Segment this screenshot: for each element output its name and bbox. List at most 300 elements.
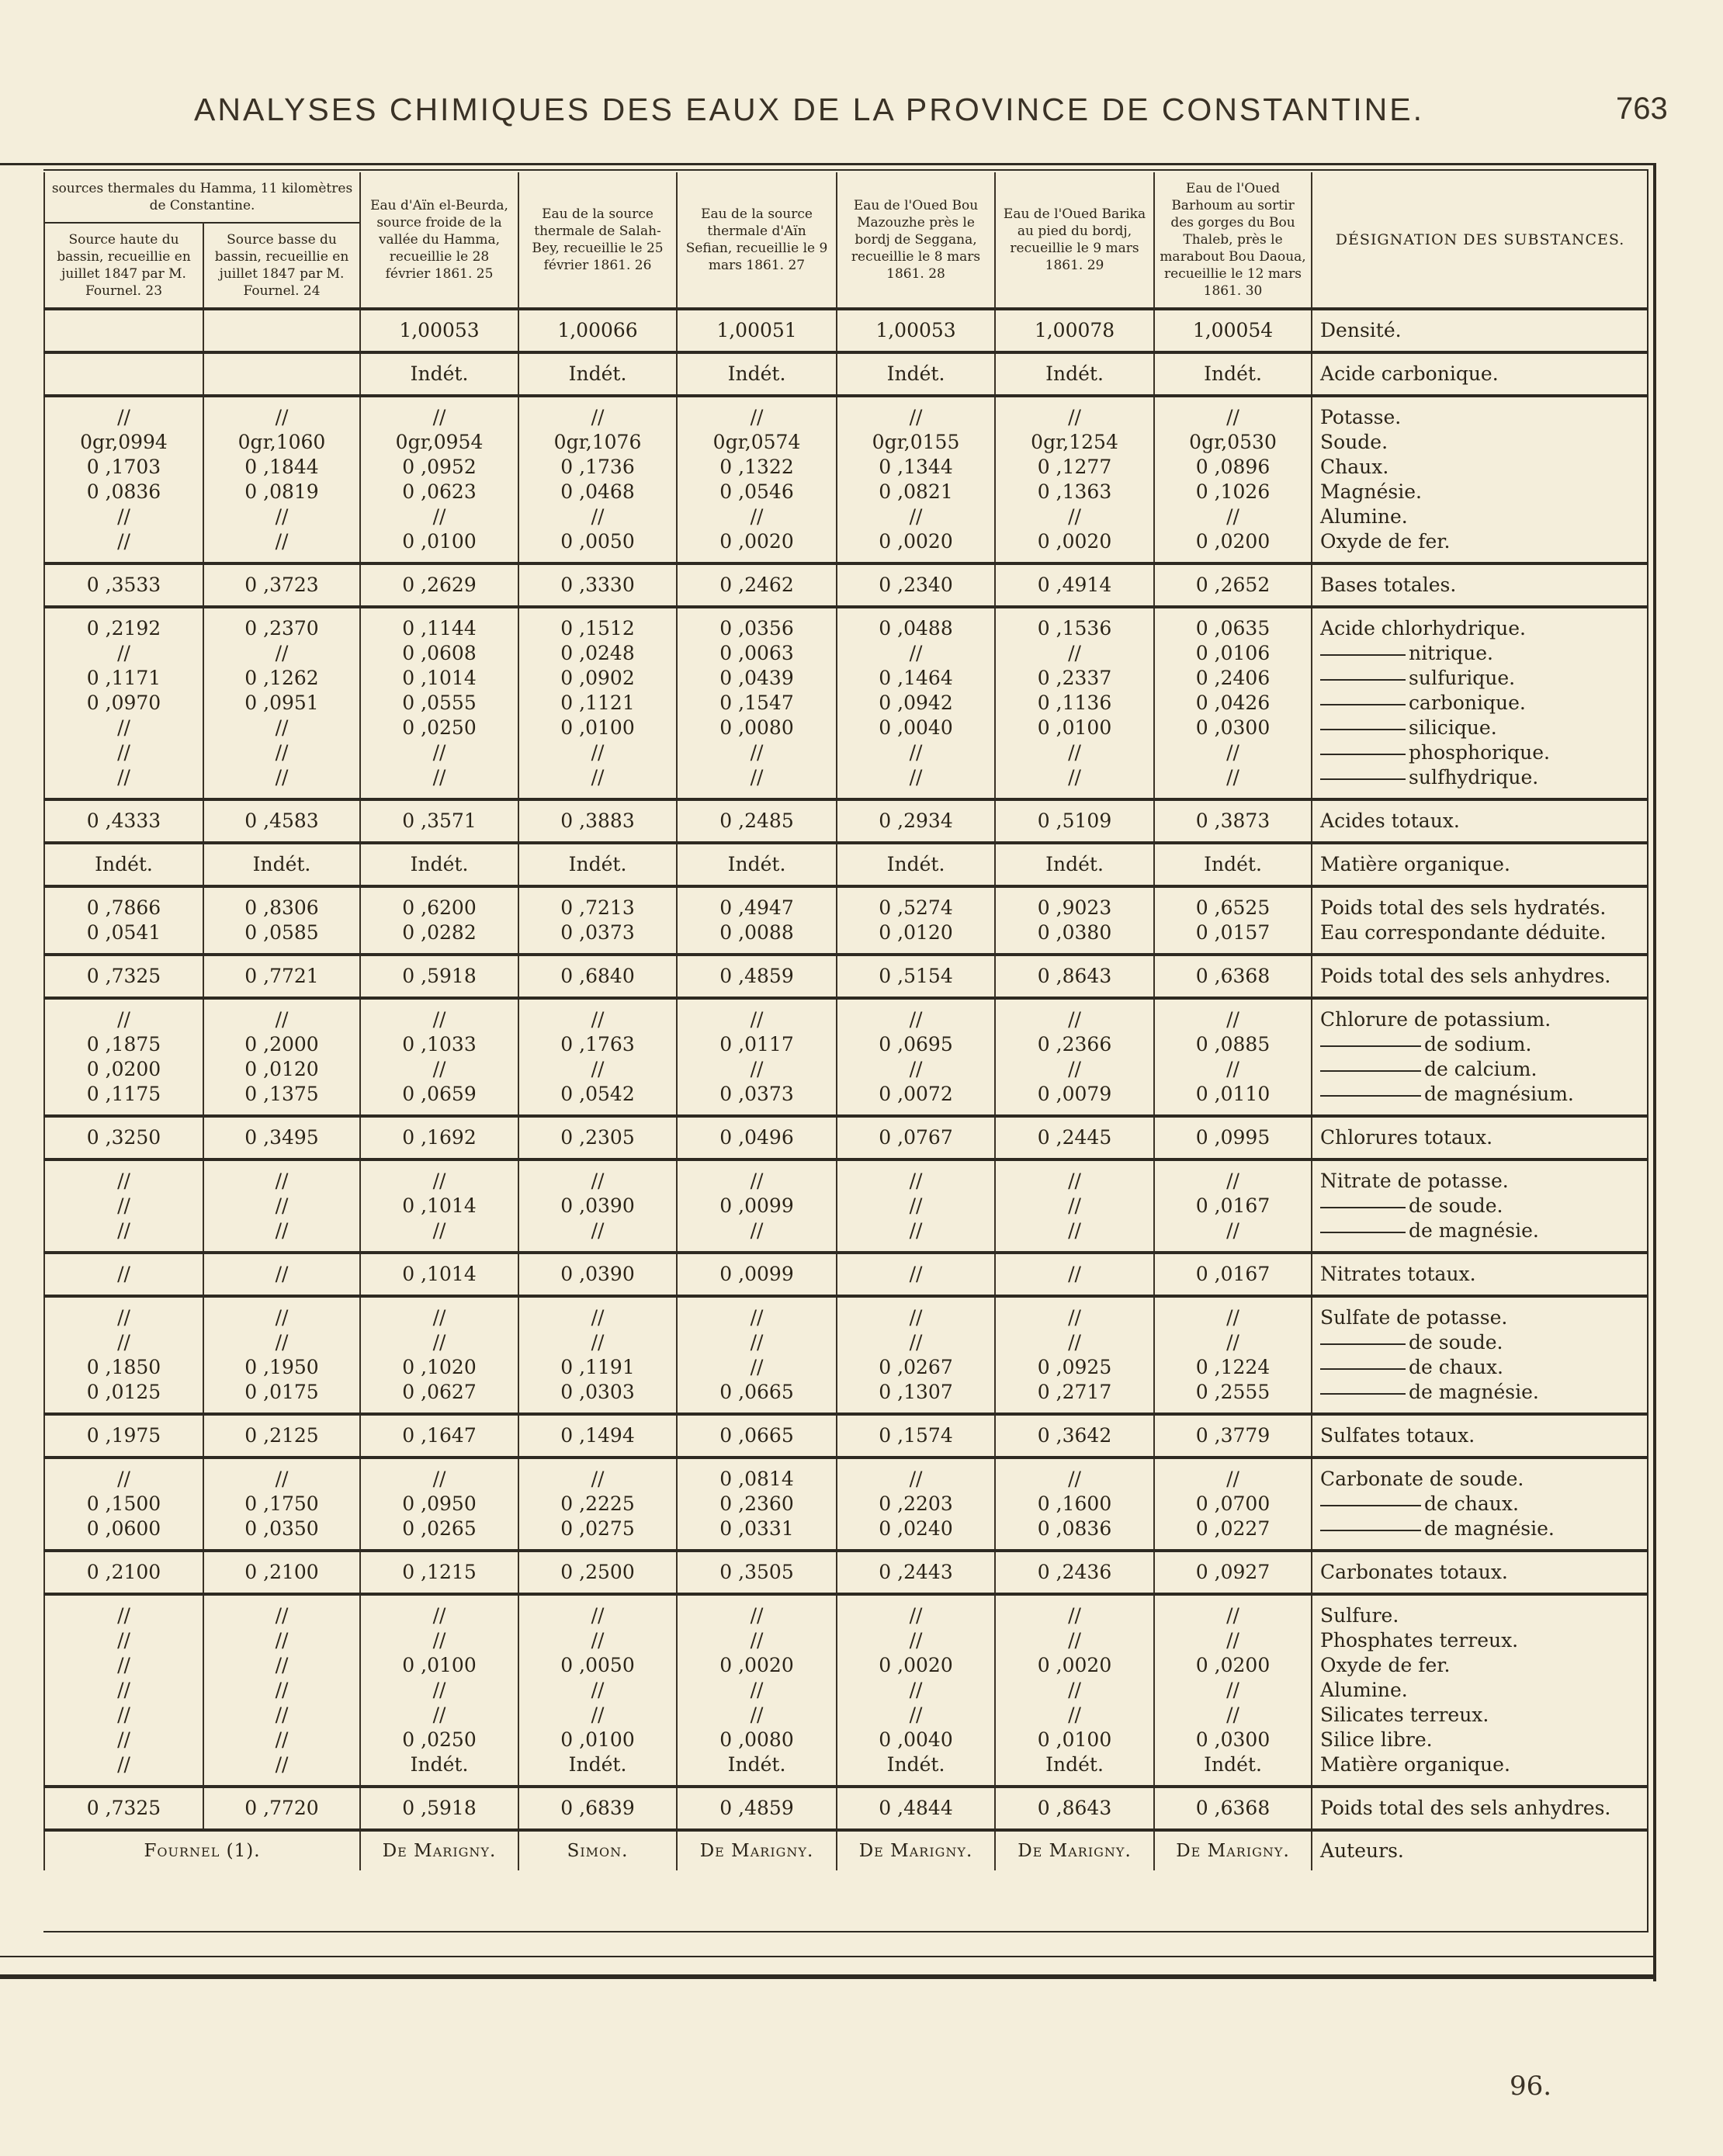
value: // <box>117 1008 130 1031</box>
substance-label: Silice libre. <box>1320 1728 1433 1751</box>
value: // <box>432 1170 446 1192</box>
value: 0 ,1464 <box>879 667 953 689</box>
value-cell <box>518 886 677 955</box>
value-cell <box>1154 1159 1312 1253</box>
substance-cell <box>1312 998 1648 1116</box>
value: 0 ,0303 <box>560 1381 635 1403</box>
page-number: 763 <box>1616 92 1668 126</box>
substance-label: de soude. <box>1409 1331 1503 1354</box>
substance-name <box>1320 480 1645 504</box>
value-cell <box>1154 1594 1312 1787</box>
value: // <box>117 1629 130 1652</box>
value: // <box>275 1194 289 1217</box>
substance-label: Chlorures totaux. <box>1320 1126 1493 1149</box>
value: 0 ,1500 <box>86 1492 161 1515</box>
value-cell <box>518 1116 677 1159</box>
substance-label: Acide carbonique. <box>1320 362 1499 385</box>
value: 0 ,0063 <box>719 642 794 664</box>
value-cell <box>1154 955 1312 998</box>
value: // <box>275 505 289 528</box>
substance-cell <box>1312 309 1648 352</box>
value: // <box>432 1306 446 1329</box>
value: // <box>909 1704 923 1726</box>
value: // <box>1226 1170 1239 1192</box>
value: // <box>117 1679 130 1701</box>
value-cell <box>837 886 995 955</box>
substance-name <box>1320 1262 1645 1287</box>
value-cell <box>837 1414 995 1458</box>
value: // <box>750 505 764 528</box>
value-cell <box>44 1253 203 1296</box>
value: 0 ,2717 <box>1037 1381 1112 1403</box>
value-cell <box>518 1458 677 1551</box>
value: 0 ,0300 <box>1195 716 1271 739</box>
value: 0 ,1277 <box>1037 456 1112 478</box>
value: // <box>1226 1058 1239 1080</box>
substance-name <box>1320 1560 1645 1585</box>
bottom-rule <box>0 1974 1656 1979</box>
value: // <box>1068 1331 1081 1354</box>
value: 0 ,0175 <box>244 1381 319 1403</box>
value: // <box>750 1356 764 1378</box>
substance-name <box>1320 896 1645 920</box>
value: 0 ,0542 <box>560 1083 635 1105</box>
substance-label: Silicates terreux. <box>1320 1704 1489 1726</box>
substance-name <box>1320 318 1645 343</box>
value: // <box>750 741 764 764</box>
value: 0 ,8643 <box>1037 1797 1112 1819</box>
value: // <box>275 642 289 664</box>
value-cell <box>677 1551 837 1594</box>
table-section <box>44 563 1648 607</box>
substance-label: de magnésie. <box>1409 1381 1539 1403</box>
value: // <box>275 766 289 789</box>
value: // <box>275 1629 289 1652</box>
value: 0 ,2485 <box>719 809 794 832</box>
value: 0 ,0099 <box>719 1194 794 1217</box>
table-section <box>44 1458 1648 1551</box>
value-cell <box>677 843 837 886</box>
value: 0 ,0970 <box>86 692 161 714</box>
table-section <box>44 1594 1648 1787</box>
value: 0 ,2305 <box>560 1126 635 1149</box>
value: 0 ,8643 <box>1037 965 1112 987</box>
value: 0 ,2203 <box>879 1492 953 1515</box>
value: 0 ,1144 <box>402 617 477 640</box>
ditto-rule <box>1320 1343 1406 1345</box>
value-cell <box>1154 563 1312 607</box>
value-cell <box>837 563 995 607</box>
value-cell <box>203 799 360 843</box>
value: // <box>909 1008 923 1031</box>
value: 0 ,7721 <box>244 965 319 987</box>
value: Indét. <box>95 853 153 875</box>
substance-label: de magnésium. <box>1424 1083 1574 1105</box>
value-cell <box>518 396 677 563</box>
value: // <box>275 741 289 764</box>
value: // <box>117 642 130 664</box>
table-section <box>44 1414 1648 1458</box>
value: // <box>591 1219 605 1242</box>
substance-name <box>1320 1423 1645 1448</box>
value-cell <box>837 843 995 886</box>
ditto-rule <box>1320 1530 1421 1531</box>
value-cell <box>203 1159 360 1253</box>
value: // <box>909 1306 923 1329</box>
value: // <box>591 406 605 428</box>
value: 0 ,1850 <box>86 1356 161 1378</box>
value: // <box>1068 1468 1081 1490</box>
value: 1,00053 <box>399 319 480 341</box>
substance-name <box>1320 1355 1645 1380</box>
value: 0 ,1975 <box>86 1424 161 1447</box>
value: // <box>591 1704 605 1726</box>
substance-label: de chaux. <box>1409 1356 1503 1378</box>
substance-name <box>1320 964 1645 989</box>
substance-label: sulfurique. <box>1409 667 1516 689</box>
value-cell <box>360 799 518 843</box>
value: 0 ,6840 <box>560 965 635 987</box>
value: 0 ,1171 <box>86 667 161 689</box>
value-cell <box>360 886 518 955</box>
value: 0 ,1750 <box>244 1492 319 1515</box>
substance-label: Carbonates totaux. <box>1320 1561 1508 1583</box>
value: 0 ,1014 <box>402 1263 477 1285</box>
value: 0 ,2555 <box>1195 1381 1271 1403</box>
value: // <box>750 1604 764 1627</box>
substance-name <box>1320 716 1645 740</box>
ditto-rule <box>1320 1393 1406 1395</box>
value: 0 ,6525 <box>1195 896 1271 919</box>
value-cell <box>1154 1116 1312 1159</box>
value: 0 ,4914 <box>1037 574 1112 596</box>
value-cell <box>44 998 203 1116</box>
author-fournel: Fournel (1). <box>44 1830 360 1870</box>
value-cell <box>677 1414 837 1458</box>
substance-label: Nitrates totaux. <box>1320 1263 1476 1285</box>
value: // <box>1226 1331 1239 1354</box>
value: 0gr,1076 <box>553 431 642 453</box>
table-section <box>44 1159 1648 1253</box>
table-section <box>44 309 1648 352</box>
value: // <box>117 530 130 553</box>
value: 0 ,0902 <box>560 667 635 689</box>
value: 0 ,3873 <box>1195 809 1271 832</box>
value-cell <box>44 1159 203 1253</box>
ditto-rule <box>1320 729 1406 730</box>
value-cell <box>677 955 837 998</box>
value-cell <box>203 1414 360 1458</box>
value: // <box>591 1679 605 1701</box>
value: // <box>275 1753 289 1776</box>
value: 0 ,0250 <box>402 1728 477 1751</box>
value: 0 ,6839 <box>560 1797 635 1819</box>
value: 0 ,1322 <box>719 456 794 478</box>
value-cell <box>837 352 995 396</box>
value: // <box>275 1306 289 1329</box>
value: Indét. <box>410 1753 469 1776</box>
substance-name <box>1320 1796 1645 1821</box>
value: 0 ,0200 <box>1195 1654 1271 1676</box>
value-cell <box>203 1551 360 1594</box>
value: 1,00053 <box>875 319 956 341</box>
value-cell <box>518 955 677 998</box>
value-cell <box>995 1594 1154 1787</box>
value-cell <box>837 799 995 843</box>
value-cell <box>995 886 1154 955</box>
value: 0 ,1014 <box>402 667 477 689</box>
value: 0 ,0927 <box>1195 1561 1271 1583</box>
value: 0 ,1191 <box>560 1356 635 1378</box>
value: 0 ,1494 <box>560 1424 635 1447</box>
value: 0 ,4333 <box>86 809 161 832</box>
value: // <box>275 530 289 553</box>
value-cell <box>677 1458 837 1551</box>
value: // <box>1226 1468 1239 1490</box>
value-cell <box>518 799 677 843</box>
value: 0 ,5109 <box>1037 809 1112 832</box>
substance-label: de soude. <box>1409 1194 1503 1217</box>
value-cell <box>518 1551 677 1594</box>
hamma-group-caption: sources thermales du Hamma, 11 kilomètres de Constantine. <box>44 172 360 223</box>
value: 0 ,0100 <box>402 530 477 553</box>
substance-name <box>1320 1032 1645 1057</box>
value-cell <box>44 1296 203 1414</box>
ditto-rule <box>1320 754 1406 755</box>
value-cell <box>518 309 677 352</box>
value: // <box>275 1263 289 1285</box>
value-cell <box>203 843 360 886</box>
value-cell <box>995 1787 1154 1830</box>
value-cell <box>203 563 360 607</box>
value: 0 ,4844 <box>879 1797 953 1819</box>
value: 0 ,5918 <box>402 965 477 987</box>
substance-label: Poids total des sels anhydres. <box>1320 1797 1611 1819</box>
value: // <box>1226 1604 1239 1627</box>
value: 0 ,1014 <box>402 1194 477 1217</box>
value: // <box>1068 1219 1081 1242</box>
substance-label: de sodium. <box>1424 1033 1532 1055</box>
value: 0 ,2360 <box>719 1492 794 1515</box>
value: 0 ,3250 <box>86 1126 161 1149</box>
substance-name <box>1320 1678 1645 1703</box>
value: Indét. <box>1204 362 1262 385</box>
substance-label: Soude. <box>1320 431 1388 453</box>
value: 0 ,0665 <box>719 1424 794 1447</box>
value-cell <box>203 1296 360 1414</box>
value-cell <box>44 607 203 799</box>
value-cell <box>995 396 1154 563</box>
value: 0 ,0167 <box>1195 1263 1271 1285</box>
value: // <box>117 716 130 739</box>
value-cell <box>44 352 203 396</box>
value: // <box>909 1058 923 1080</box>
value: 0 ,0426 <box>1195 692 1271 714</box>
substance-name <box>1320 1603 1645 1628</box>
substance-name <box>1320 852 1645 877</box>
value-cell <box>677 998 837 1116</box>
value: 0 ,0814 <box>719 1468 794 1490</box>
substance-name <box>1320 920 1645 945</box>
value-cell <box>360 1787 518 1830</box>
value-cell <box>360 563 518 607</box>
value-cell <box>677 1787 837 1830</box>
value: 0 ,3779 <box>1195 1424 1271 1447</box>
value: // <box>909 1629 923 1652</box>
value-cell <box>360 843 518 886</box>
ditto-rule <box>1320 1207 1406 1208</box>
value: // <box>432 1219 446 1242</box>
value-cell <box>203 1458 360 1551</box>
value: 0 ,0821 <box>879 480 953 503</box>
substance-name <box>1320 1125 1645 1150</box>
value: // <box>909 741 923 764</box>
value-cell <box>44 563 203 607</box>
substance-label: Magnésie. <box>1320 480 1422 503</box>
value: // <box>117 1753 130 1776</box>
value: 0 ,0925 <box>1037 1356 1112 1378</box>
value-cell <box>995 352 1154 396</box>
value-cell <box>837 1594 995 1787</box>
value: // <box>750 1704 764 1726</box>
value-cell <box>995 799 1154 843</box>
value: // <box>117 1331 130 1354</box>
value: // <box>1226 505 1239 528</box>
value: 0 ,2443 <box>879 1561 953 1583</box>
value: 0gr,0530 <box>1189 431 1277 453</box>
value: 0 ,4947 <box>719 896 794 919</box>
value-cell <box>518 1159 677 1253</box>
value: 0 ,2445 <box>1037 1126 1112 1149</box>
value-cell <box>360 309 518 352</box>
value-cell <box>837 1787 995 1830</box>
substance-label: carbonique. <box>1409 692 1526 714</box>
value: // <box>117 406 130 428</box>
value: 0 ,1307 <box>879 1381 953 1403</box>
substance-label: Acide chlorhydrique. <box>1320 617 1526 640</box>
value: 0 ,0020 <box>1037 530 1112 553</box>
value: // <box>1068 1170 1081 1192</box>
value: 0 ,0100 <box>1037 1728 1112 1751</box>
value: 0 ,0350 <box>244 1517 319 1540</box>
value: // <box>591 1306 605 1329</box>
value-cell <box>995 1159 1154 1253</box>
value-cell <box>44 309 203 352</box>
value-cell <box>837 1551 995 1594</box>
value-cell <box>677 607 837 799</box>
value-cell <box>203 1594 360 1787</box>
value-cell <box>203 1253 360 1296</box>
value: // <box>1068 406 1081 428</box>
value: 0 ,0267 <box>879 1356 953 1378</box>
value: // <box>275 1219 289 1242</box>
value-cell <box>995 843 1154 886</box>
value: // <box>432 505 446 528</box>
value: // <box>909 1331 923 1354</box>
substance-name <box>1320 641 1645 666</box>
value-cell <box>677 799 837 843</box>
value: 0 ,0896 <box>1195 456 1271 478</box>
value-cell <box>518 1787 677 1830</box>
value-cell <box>1154 1458 1312 1551</box>
value-cell <box>44 799 203 843</box>
value-cell <box>995 1253 1154 1296</box>
value-cell <box>44 396 203 563</box>
value: // <box>909 1468 923 1490</box>
substance-label: Bases totales. <box>1320 574 1457 596</box>
value: 0 ,0020 <box>879 1654 953 1676</box>
value: // <box>117 1468 130 1490</box>
value <box>207 362 356 386</box>
value: // <box>117 1306 130 1329</box>
value-cell <box>360 1594 518 1787</box>
value: // <box>432 1704 446 1726</box>
value: 0 ,1736 <box>560 456 635 478</box>
substance-name <box>1320 765 1645 790</box>
value-cell <box>995 1458 1154 1551</box>
value: // <box>275 1604 289 1627</box>
value: // <box>591 766 605 789</box>
value-cell <box>995 955 1154 998</box>
ditto-rule <box>1320 1095 1421 1097</box>
value: 0 ,0020 <box>1037 1654 1112 1676</box>
value: 0 ,0950 <box>402 1492 477 1515</box>
value: // <box>591 1058 605 1080</box>
value: // <box>909 1194 923 1217</box>
value: 0 ,1262 <box>244 667 319 689</box>
value: 0 ,1844 <box>244 456 319 478</box>
column-header-26: Eau de la source thermale de Salah-Bey, recueillie le 25 février 1861. 26 <box>518 172 677 309</box>
designation-header: DÉSIGNATION DES SUBSTANCES. <box>1312 172 1648 309</box>
value-cell <box>44 843 203 886</box>
value: // <box>117 766 130 789</box>
value: Indét. <box>886 1753 945 1776</box>
substance-label: Eau correspondante déduite. <box>1320 921 1607 944</box>
column-header-25: Eau d'Aïn el-Beurda, source froide de la vallée du Hamma, recueillie le 28 février 1861. 25 <box>360 172 518 309</box>
value: 0 ,1547 <box>719 692 794 714</box>
value: 0gr,0574 <box>712 431 801 453</box>
value: Indét. <box>410 853 469 875</box>
substance-label: Poids total des sels anhydres. <box>1320 965 1611 987</box>
value: 0 ,2100 <box>244 1561 319 1583</box>
value: 0 ,2406 <box>1195 667 1271 689</box>
value: 0 ,2629 <box>402 574 477 596</box>
value-cell <box>44 1458 203 1551</box>
value-cell <box>1154 309 1312 352</box>
value: 0 ,0836 <box>86 480 161 503</box>
value-cell <box>360 352 518 396</box>
ditto-rule <box>1320 654 1406 656</box>
table-section <box>44 886 1648 955</box>
substance-cell <box>1312 396 1648 563</box>
value: // <box>432 1604 446 1627</box>
value: Indét. <box>727 853 786 875</box>
substance-label: Sulfure. <box>1320 1604 1399 1627</box>
value: 0 ,0468 <box>560 480 635 503</box>
substance-cell <box>1312 352 1648 396</box>
substance-cell <box>1312 886 1648 955</box>
value: 0 ,0695 <box>879 1033 953 1055</box>
value: 0 ,0952 <box>402 456 477 478</box>
value: // <box>432 1058 446 1080</box>
substance-name <box>1320 1653 1645 1678</box>
substance-name <box>1320 1703 1645 1728</box>
value: // <box>117 1194 130 1217</box>
value: // <box>909 1219 923 1242</box>
value: // <box>432 406 446 428</box>
value: // <box>591 1629 605 1652</box>
value: 0gr,0994 <box>80 431 168 453</box>
